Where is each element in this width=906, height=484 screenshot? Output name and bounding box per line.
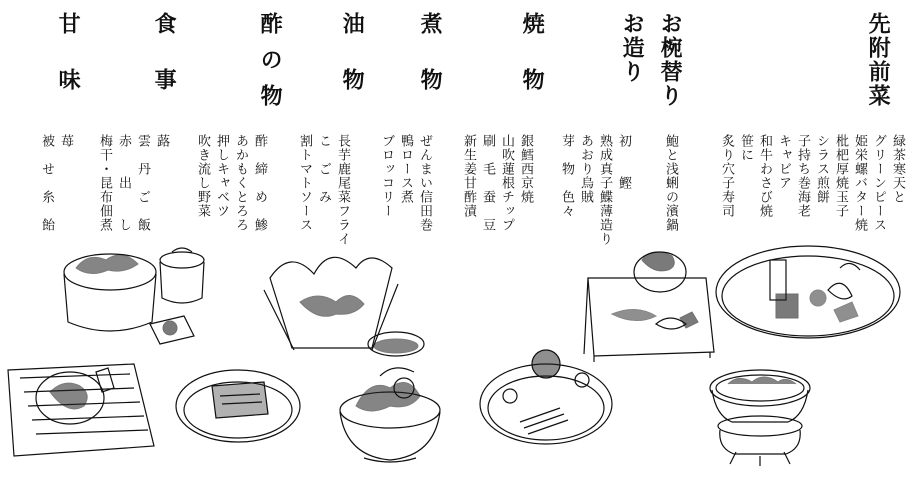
menu-item: 笹に [738,134,753,162]
menu-item: 山吹蓮根チップ [499,134,514,232]
section-title-agemono: 油物 [339,12,366,124]
sakizuke-platter-icon [716,246,900,338]
menu-item: 酢 締 め 鯵 [252,134,267,232]
menu-item: こ ご み [316,134,331,204]
menu-item: 苺 [58,134,73,148]
menu-item: シラス煎餅 [814,134,829,204]
sunomono-plate-icon [176,370,300,442]
agemono-basket-icon [264,257,424,356]
menu-item: あかもくとろろ [233,134,248,232]
menu-item: ブロッコリー [379,134,394,218]
menu-item: 緑茶寒天と [890,134,905,204]
section-title-nimono: 煮物 [417,12,444,124]
owan-pot-icon [710,370,810,466]
menu-item: 鮑と浅蜊の濱鍋 [663,134,678,232]
section-title-owan: お椀替り [657,12,684,108]
menu-item: 梅干・昆布佃煮 [97,134,112,232]
menu-item: ぜんまい信田巻 [417,134,432,232]
menu-item: 押しキャベツ [214,134,229,218]
menu-item: あおり烏賊 [578,134,593,204]
menu-item: 和牛わさび焼 [757,134,772,218]
section-title-sakizuke: 先附前菜 [865,12,892,108]
menu-item: 雲 丹 ご 飯 [135,134,150,232]
menu-item: グリーンピース [871,134,886,232]
menu-item: 吹き流し野菜 [195,134,210,218]
menu-item: 被 せ 糸 飴 [39,134,54,232]
menu-item: 鴨ロース煮 [398,134,413,204]
section-title-yakimono: 焼物 [519,12,546,124]
otsukuri-plate-icon [584,252,714,362]
yakimono-plate-icon [480,350,612,444]
menu-item: 赤 出 し [116,134,131,232]
section-title-kanmi: 甘味 [55,12,82,124]
menu-item: 芽 物 色々 [559,134,574,218]
menu-item: 新生姜甘酢漬 [461,134,476,218]
menu-item: 長芋鹿尾菜フライ [335,134,350,246]
menu-item: 初 鰹 [616,134,631,190]
menu-item: 姫栄螺バター焼 [852,134,867,232]
nimono-bowl-icon [340,368,440,462]
section-title-shokuji: 食事 [151,12,178,124]
menu-item: 枇杷厚焼玉子 [833,134,848,218]
menu-item: 蕗 [154,134,169,148]
kanmi-tray-icon [8,364,154,456]
menu-item: 炙り穴子寿司 [719,134,734,218]
menu-item: キャビア [776,134,791,190]
menu-item: 刷 毛 蚕 豆 [480,134,495,232]
menu-item: 銀鱈西京焼 [518,134,533,204]
food-illustrations [0,238,900,480]
menu-item: 子持ち巻海老 [795,134,810,218]
section-title-otsukuri: お造り [619,12,646,84]
gohan-bowl-icon [64,248,204,344]
menu-item: 割トマトソース [297,134,312,232]
section-title-sunomono: 酢の物 [257,12,284,120]
menu-item: 熟成真子鰈薄造り [597,134,612,246]
